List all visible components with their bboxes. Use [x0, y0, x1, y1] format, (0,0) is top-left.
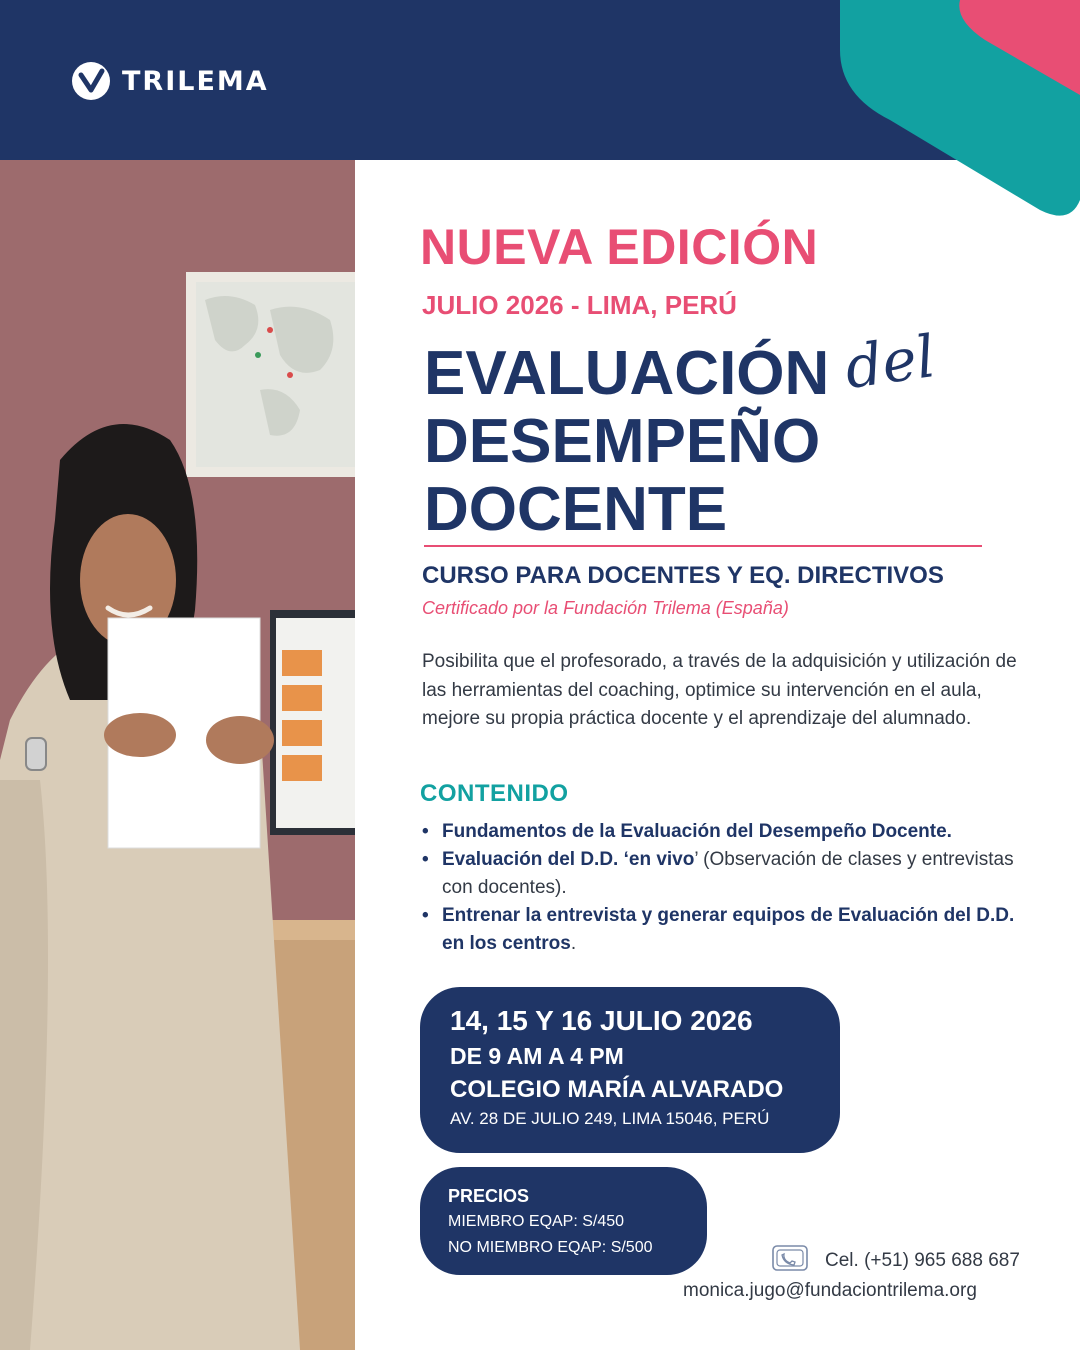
corner-decoration	[780, 0, 1080, 260]
event-venue: COLEGIO MARÍA ALVARADO	[450, 1076, 784, 1103]
edition-heading: NUEVA EDICIÓN	[420, 219, 819, 275]
title-divider	[424, 545, 982, 547]
brand-logo	[72, 62, 269, 100]
prices-box	[420, 1167, 707, 1275]
brand-name: TRILEMA	[122, 65, 269, 97]
list-item-bold: Entrenar la entrevista y generar equipos de Evaluación del D.D. en los centros	[442, 905, 1015, 954]
contents-list	[420, 818, 1020, 958]
date-place-subheading: JULIO 2026 - LIMA, PERÚ	[422, 290, 737, 320]
event-address: AV. 28 DE JULIO 249, LIMA 15046, PERÚ	[450, 1109, 770, 1128]
course-description: Posibilita que el profesorado, a través de la adquisición y utilización de las herramientas del coaching, optimice su intervención en el aula, mejore su propia práctica docente y el aprendizaje del alumnado.	[422, 651, 1017, 729]
event-info-box	[420, 987, 840, 1153]
list-item-bold: Fundamentos de la Evaluación del Desempeño Docente.	[442, 821, 952, 842]
course-title-line3: DOCENTE	[424, 475, 728, 544]
audience-heading: CURSO PARA DOCENTES Y EQ. DIRECTIVOS	[422, 562, 944, 589]
price-non-member: NO MIEMBRO EQAP: S/500	[448, 1239, 653, 1256]
list-item	[420, 818, 1020, 846]
list-item-text: ’ (Observación de clases y entrevistas con docentes).	[442, 849, 1014, 898]
contents-heading: CONTENIDO	[420, 780, 569, 807]
prices-heading: PRECIOS	[448, 1186, 530, 1206]
hero-photo	[0, 160, 355, 1350]
list-item-text: .	[570, 933, 577, 954]
list-item	[420, 846, 1020, 902]
course-title-line1: EVALUACIÓN	[424, 339, 830, 408]
course-title-script: del	[840, 322, 940, 402]
event-hours: DE 9 AM A 4 PM	[450, 1043, 624, 1069]
course-title-line2: DESEMPEÑO	[424, 407, 821, 476]
list-item	[420, 902, 1020, 958]
contact-email[interactable]: monica.jugo@fundaciontrilema.org	[683, 1280, 977, 1301]
phone-contact-icon	[770, 1242, 810, 1274]
check-circle-icon	[72, 62, 110, 100]
event-days: 14, 15 Y 16 JULIO 2026	[450, 1005, 753, 1036]
list-item-bold: Evaluación del D.D. ‘en vivo	[442, 849, 695, 870]
price-member: MIEMBRO EQAP: S/450	[448, 1213, 625, 1230]
contact-phone[interactable]: Cel. (+51) 965 688 687	[825, 1250, 1020, 1271]
certification-note: Certificado por la Fundación Trilema (España)	[422, 598, 789, 618]
